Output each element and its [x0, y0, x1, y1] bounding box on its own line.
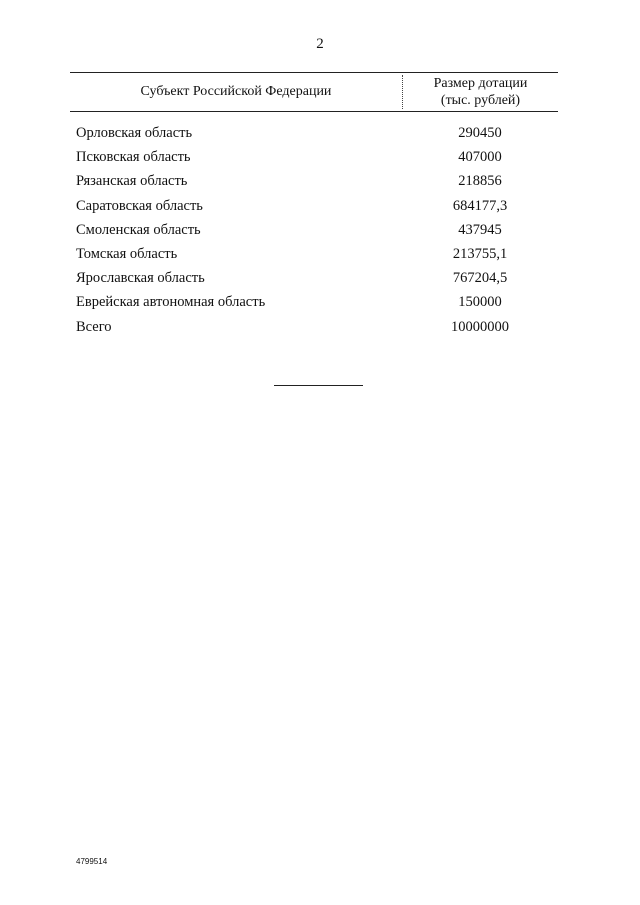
row-amount: 407000: [458, 149, 502, 166]
row-amount: 218856: [458, 173, 502, 190]
end-of-document-rule: [274, 385, 363, 386]
row-subject-name: Псковская область: [76, 149, 191, 166]
table-row: [76, 173, 558, 197]
table-body: [76, 125, 558, 343]
table-row: [76, 125, 558, 149]
row-subject-name: Ярославская область: [76, 270, 205, 287]
table-row: [76, 198, 558, 222]
table-row: [76, 294, 558, 318]
table-row: [76, 270, 558, 294]
row-subject-name: Рязанская область: [76, 173, 188, 190]
row-subject-name: Еврейская автономная область: [76, 294, 266, 311]
table-row-total: [76, 319, 558, 343]
header-amount-line1: Размер дотации: [433, 76, 528, 91]
row-subject-name: Орловская область: [76, 125, 193, 141]
table-row: [76, 149, 558, 173]
table-row: [76, 222, 558, 246]
row-amount: 10000000: [451, 318, 509, 335]
row-subject-name: Саратовская область: [76, 197, 203, 214]
page-number: 2: [316, 36, 324, 52]
header-amount: [403, 73, 558, 111]
row-amount: 684177,3: [452, 197, 508, 214]
header-subject: Субъект Российской Федерации: [140, 84, 332, 99]
row-amount: 150000: [458, 294, 502, 311]
table-header: [70, 72, 558, 112]
row-amount: 213755,1: [452, 245, 508, 262]
document-code: 4799514: [76, 857, 108, 866]
row-subject-name: Томская область: [76, 245, 178, 262]
row-amount: 290450: [458, 125, 502, 141]
row-subject-name: Смоленская область: [76, 221, 201, 238]
row-amount: 767204,5: [452, 270, 508, 287]
row-amount: 437945: [458, 221, 502, 238]
row-subject-name: Всего: [76, 318, 112, 335]
header-amount-line2: (тыс. рублей): [440, 93, 521, 108]
table-row: [76, 246, 558, 270]
